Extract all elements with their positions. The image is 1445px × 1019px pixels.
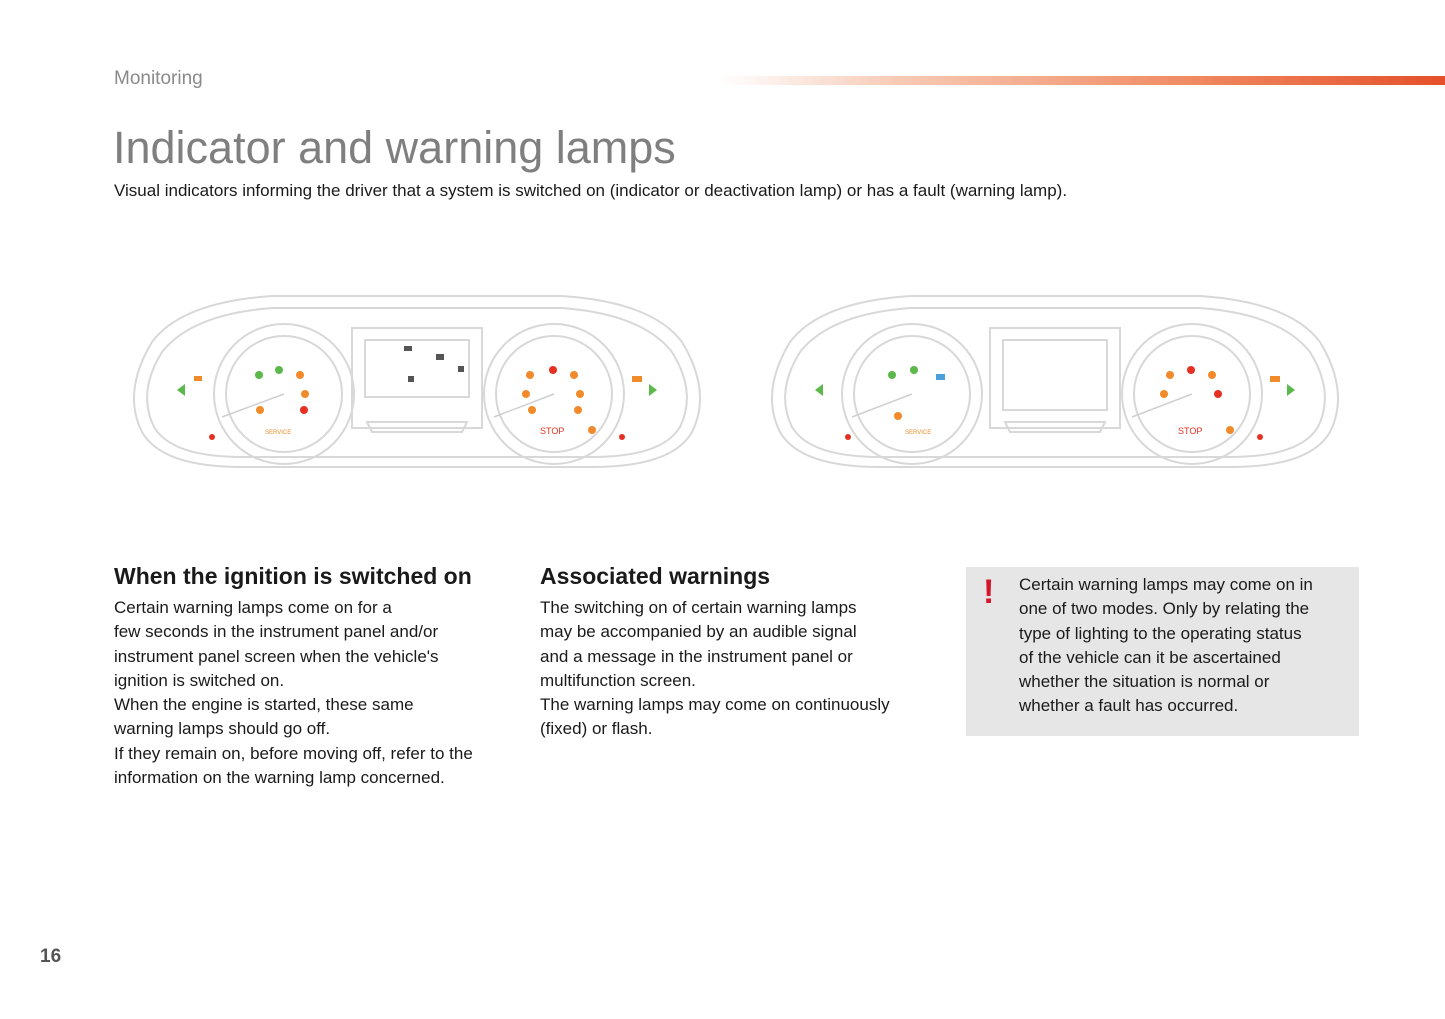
right-service-label: SERVICE xyxy=(905,430,932,436)
ignition-line: If they remain on, before moving off, refer to the xyxy=(114,743,473,763)
note-line: of the vehicle can it be ascertained xyxy=(1019,647,1281,667)
note-line: one of two modes. Only by relating the xyxy=(1019,599,1310,619)
ignition-text xyxy=(114,596,514,790)
associated-line: and a message in the instrument panel or xyxy=(540,646,853,666)
associated-line: multifunction screen. xyxy=(540,670,696,690)
page-number: 16 xyxy=(40,946,62,967)
associated-line: The warning lamps may come on continuously xyxy=(540,695,890,715)
left-stop-label: STOP xyxy=(540,426,565,436)
instrument-panel-left xyxy=(122,282,712,482)
ignition-line: few seconds in the instrument panel and/or xyxy=(114,622,439,642)
right-warning-lamps-orange xyxy=(894,371,1280,434)
ignition-line: warning lamps should go off. xyxy=(114,719,331,739)
left-service-label: SERVICE xyxy=(265,430,292,436)
page-subtitle: Visual indicators informing the driver that a system is switched on (indicator or deactivation lamp) or has a fault (warning lamp). xyxy=(114,181,1068,200)
left-indicators-green xyxy=(177,366,657,396)
exclamation-icon: ! xyxy=(983,573,995,611)
note-text xyxy=(1019,573,1349,719)
ignition-section xyxy=(114,563,514,790)
ignition-line: When the engine is started, these same xyxy=(114,695,414,715)
left-screen-icons xyxy=(404,346,464,382)
section-label: Monitoring xyxy=(114,68,203,89)
associated-line: (fixed) or flash. xyxy=(540,719,653,739)
associated-heading: Associated warnings xyxy=(540,563,771,589)
ignition-line: ignition is switched on. xyxy=(114,670,285,690)
associated-line: The switching on of certain warning lamps xyxy=(540,598,857,617)
instrument-panel-right xyxy=(760,282,1350,482)
associated-warnings-section xyxy=(540,563,940,742)
page-title: Indicator and warning lamps xyxy=(113,122,676,173)
instrument-panel-left-drawing xyxy=(122,282,712,482)
ignition-line: instrument panel screen when the vehicle's xyxy=(114,646,439,666)
instrument-panel-right-drawing xyxy=(760,282,1350,482)
ignition-heading: When the ignition is switched on xyxy=(114,563,472,589)
note-line: Certain warning lamps may come on in xyxy=(1019,575,1313,594)
ignition-line: information on the warning lamp concerned. xyxy=(114,768,445,788)
right-indicators-blue xyxy=(936,374,945,380)
header-accent-bar xyxy=(720,76,1445,85)
note-line: whether the situation is normal or xyxy=(1019,672,1270,692)
right-stop-label: STOP xyxy=(1178,426,1203,436)
right-indicators-green xyxy=(815,366,1295,396)
ignition-line: Certain warning lamps come on for a xyxy=(114,598,392,617)
note-box xyxy=(966,567,1359,736)
note-line: type of lighting to the operating status xyxy=(1019,623,1302,643)
associated-text xyxy=(540,596,940,742)
associated-line: may be accompanied by an audible signal xyxy=(540,622,857,642)
note-line: whether a fault has occurred. xyxy=(1019,696,1239,716)
